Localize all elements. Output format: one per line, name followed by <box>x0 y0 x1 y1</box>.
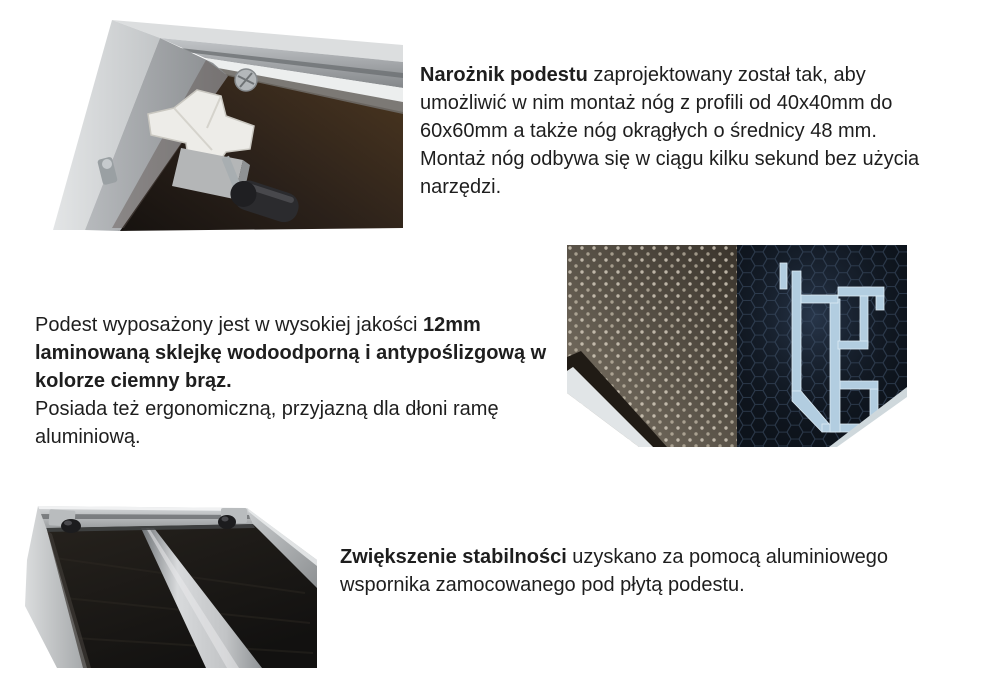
corner-description-text: Narożnik podestu zaprojektowany został tak, aby umożliwić w nim montaż nóg z profili od 40x40mm do 60x60mm a także nóg okrągłych o średnicy 48 mm. Montaż nóg odbywa się w ciągu kilku sekund bez użycia narzędzi. <box>420 64 920 198</box>
stability-description-text: Zwiększenie stabilności uzyskano za pomocą aluminiowego wspornika zamocowanego pod płytą podestu. <box>340 546 889 596</box>
photo-platform-underside <box>25 498 317 670</box>
surface-description-text: Podest wyposażony jest w wysokiej jakości 12mm laminowaną sklejkę wodoodporną i antypoślizgową w kolorze ciemny brąz. Posiada też ergonomiczną, przyjazną dla dłoni ramę aluminiową. <box>35 314 547 448</box>
photo-surface-and-profile <box>567 245 907 447</box>
photo-platform-corner <box>0 0 403 232</box>
mounting-screw <box>235 69 257 91</box>
